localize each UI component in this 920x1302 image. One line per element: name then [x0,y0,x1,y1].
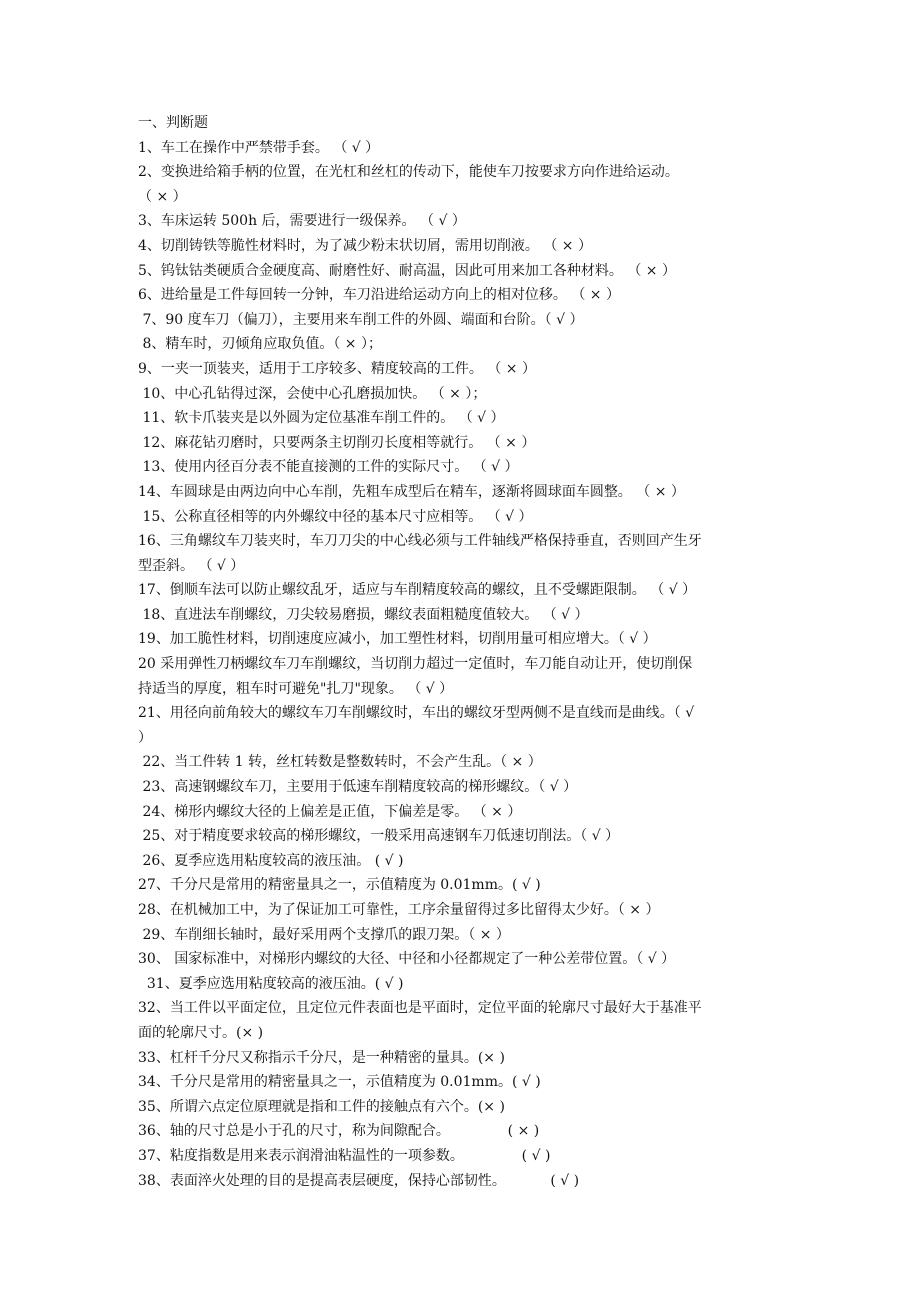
section-title: 一、判断题 [138,115,208,131]
question-line: 24、梯形内螺纹大径的上偏差是正值，下偏差是零。 （ × ） [138,803,522,820]
question-line: 38、表面淬火处理的目的是提高表层硬度，保持心部韧性。 ( √ ) [138,1172,580,1189]
question-line: 34、千分尺是常用的精密量具之一，示值精度为 0.01mm。( √ ) [138,1074,541,1091]
question-line: 持适当的厚度，粗车时可避免"扎刀"现象。 （ √ ） [138,680,454,697]
question-line: 27、千分尺是常用的精密量具之一，示值精度为 0.01mm。( √ ) [138,877,541,894]
question-line: 17、倒顺车法可以防止螺纹乱牙，适应与车削精度较高的螺纹，且不受螺距限制。 （ √ ） [138,582,697,599]
question-line: 28、在机械加工中，为了保证加工可靠性，工序余量留得过多比留得太少好。（ × ） [138,902,660,918]
question-line: 35、所谓六点定位原理就是指和工件的接触点有六个。(× ) [138,1098,505,1115]
question-line: 1、车工在操作中严禁带手套。 （ √ ） [138,139,380,156]
question-line: 16、三角螺纹车刀装夹时，车刀刀尖的中心线必须与工件轴线严格保持垂直，否则回产生牙 [138,533,702,550]
question-line: 3、车床运转 500h 后，需要进行一级保养。 （ √ ） [138,213,466,230]
question-line: 15、公称直径相等的内外螺纹中径的基本尺寸应相等。 （ √ ） [138,508,533,525]
document-content [138,111,788,1193]
question-line: 11、软卡爪装夹是以外圆为定位基准车削工件的。 （ √ ） [138,410,505,427]
question-line: 10、中心孔钻得过深，会使中心孔磨损加快。 （ × ）； [138,385,487,402]
question-line: 20 采用弹性刀柄螺纹车刀车削螺纹，当切削力超过一定值时，车刀能自动让开，使切削保 [138,656,693,673]
question-line: 13、使用内径百分表不能直接测的工件的实际尺寸。 （ √ ） [138,459,519,476]
question-line: 26、夏季应选用粘度较高的液压油。 ( √ ) [138,852,404,869]
question-line: 19、加工脆性材料，切削速度应减小，加工塑性材料，切削用量可相应增大。（ √ ） [138,631,657,648]
question-line: 5、钨钛钴类硬质合金硬度高、耐磨性好、耐高温，因此可用来加工各种材料。 （ × ） [138,262,676,279]
question-line: 8、精车时，刃倾角应取负值。（ × ）； [138,336,382,353]
question-line: 面的轮廓尺寸。(× ) [138,1024,264,1041]
question-line: （ × ） [138,188,187,205]
question-line: 18、直进法车削螺纹，刀尖较易磨损，螺纹表面粗糙度值较大。 （ √ ） [138,606,589,623]
question-line: 12、麻花钻刃磨时，只要两条主切削刃长度相等就行。 （ × ） [138,434,536,451]
question-line: 7、90 度车刀（偏刀），主要用来车削工件的外圆、端面和台阶。（ √ ） [138,311,584,328]
question-line: 9、一夹一顶装夹，适用于工序较多、精度较高的工件。 （ × ） [138,360,536,377]
question-line: 33、杠杆千分尺又称指示千分尺，是一种精密的量具。(× ) [138,1049,505,1066]
question-line: 4、切削铸铁等脆性材料时，为了减少粉末状切屑，需用切削液。 （ × ） [138,237,592,254]
question-line: 14、车圆球是由两边向中心车削，先粗车成型后在精车，逐渐将圆球面车圆整。 （ × ） [138,483,685,500]
question-line: 6、进给量是工件每回转一分钟，车刀沿进给运动方向上的相对位移。 （ × ） [138,287,620,304]
question-line: ） [138,729,152,746]
question-line: 21、用径向前角较大的螺纹车刀车削螺纹时，车出的螺纹牙型两侧不是直线而是曲线。（ √ [138,705,695,722]
question-line: 2、变换进给箱手柄的位置，在光杠和丝杠的传动下，能使车刀按要求方向作进给运动。 [138,164,679,181]
question-line: 型歪斜。 （ √ ） [138,557,245,574]
question-line: 23、高速钢螺纹车刀，主要用于低速车削精度较高的梯形螺纹。（ √ ） [138,779,578,796]
question-line: 32、当工件以平面定位，且定位元件表面也是平面时，定位平面的轮廓尺寸最好大于基准平 [138,1000,702,1017]
question-line: 31、夏季应选用粘度较高的液压油。( √ ) [138,975,404,992]
question-line: 29、车削细长轴时，最好采用两个支撑爪的跟刀架。（ × ） [138,926,510,943]
question-line: 30、 国家标准中，对梯形内螺纹的大径、中径和小径都规定了一种公差带位置。（ √ ） [138,951,676,968]
question-line: 37、粘度指数是用来表示润滑油粘温性的一项参数。 ( √ ) [138,1147,551,1164]
question-line: 25、对于精度要求较高的梯形螺纹，一般采用高速钢车刀低速切削法。（ √ ） [138,828,620,845]
question-line: 22、当工件转 1 转，丝杠转数是整数转时，不会产生乱。（ × ） [138,754,542,771]
question-line: 36、轴的尺寸总是小于孔的尺寸，称为间隙配合。 ( × ) [138,1123,540,1140]
